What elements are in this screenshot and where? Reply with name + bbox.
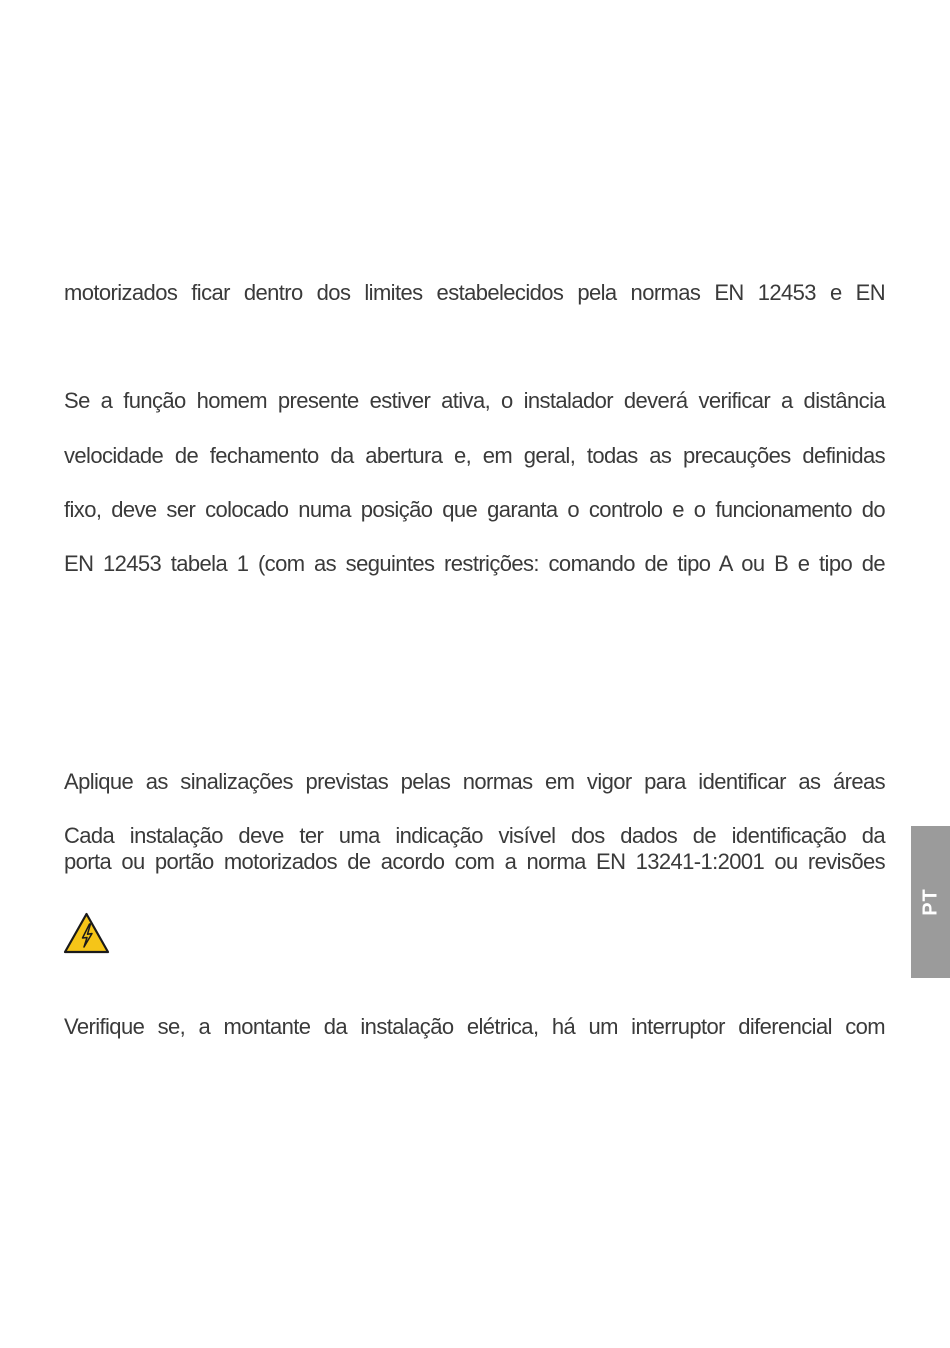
text-line: fixo, deve ser colocado numa posição que garanta o controlo e o funcionamento do: [64, 497, 885, 522]
text-line: velocidade de fechamento da abertura e, em geral, todas as precauções definidas: [64, 443, 885, 468]
text-line: Se a função homem presente estiver ativa, o instalador deverá verificar a distância: [64, 388, 885, 413]
text-line: Cada instalação deve ter uma indicação visível dos dados de identificação da: [64, 823, 885, 848]
language-tab-label: PT: [919, 888, 941, 916]
text-line: porta ou portão motorizados de acordo com a norma EN 13241-1:2001 ou revisões: [64, 849, 885, 874]
electrical-hazard-warning-icon: [63, 912, 110, 954]
text-line: Verifique se, a montante da instalação elétrica, há um interruptor diferencial com: [64, 1014, 885, 1039]
text-line: motorizados ficar dentro dos limites estabelecidos pela normas EN 12453 e EN: [64, 280, 885, 305]
text-line: EN 12453 tabela 1 (com as seguintes restrições: comando de tipo A ou B e tipo de: [64, 551, 885, 576]
identification-paragraph: [64, 823, 885, 875]
language-tab: [911, 826, 950, 978]
text-line: Aplique as sinalizações previstas pelas normas em vigor para identificar as áreas: [64, 769, 885, 794]
